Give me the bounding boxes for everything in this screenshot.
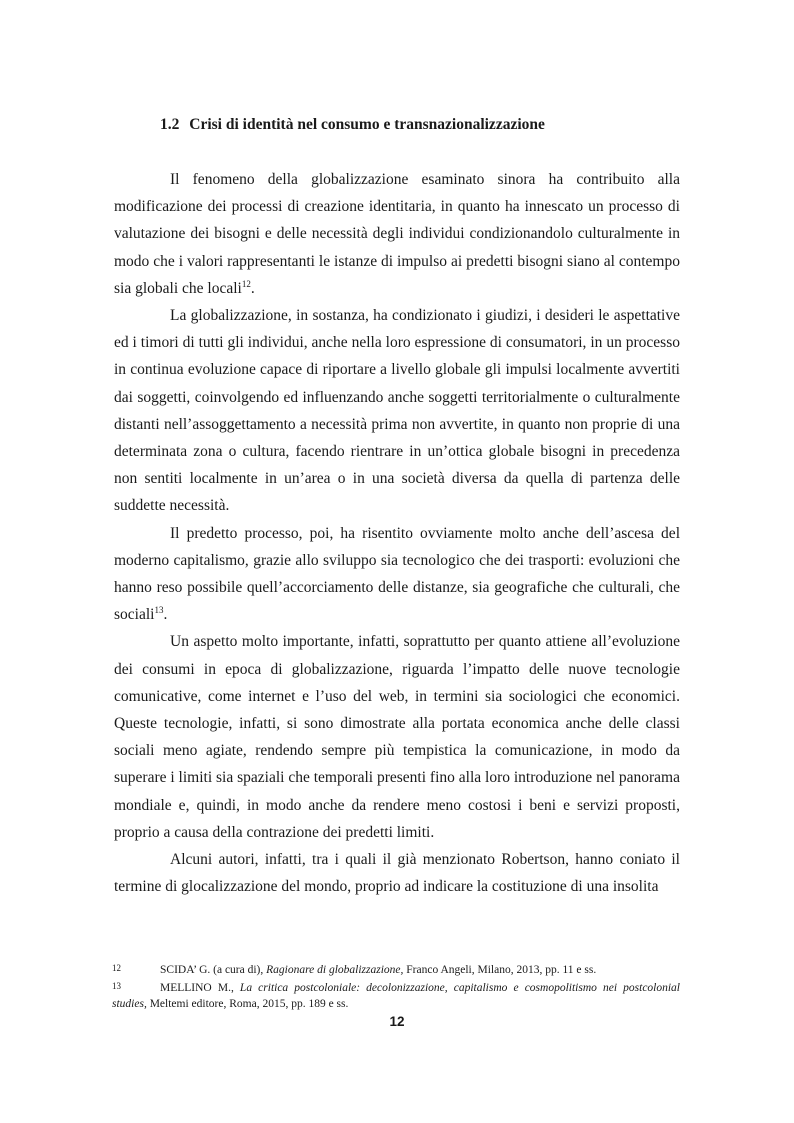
section-title: Crisi di identità nel consumo e transnazionalizzazione (189, 116, 545, 133)
section-heading (160, 116, 700, 134)
body-text (114, 166, 680, 900)
page-number: 12 (389, 1014, 405, 1029)
paragraph: Alcuni autori, infatti, tra i quali il già menzionato Robertson, hanno coniato il termine di glocalizzazione del mondo, proprio ad indicare la costituzione di una insolita (114, 851, 680, 896)
section-number: 1.2 (160, 116, 180, 133)
paragraph: La globalizzazione, in sostanza, ha condizionato i giudizi, i desideri le aspettative ed i timori di tutti gli individui, anche nella loro espressione di consumatori, in un processo in continua evoluzione capace di riportare a livello globale gli impulsi localmente avvertiti dai soggetti, coinvolgendo ed influenzando anche soggetti territorialmente o culturalmente distanti nell’assoggettamento a necessità prima non avvertite, in quanto non proprie di una determinata zona o cultura, facendo rientrare in un’ottica globale bisogni in precedenza non sentiti localmente in un’area o in una società diversa da quella di partenza delle suddette necessità. (114, 307, 680, 515)
footnote-ref[interactable]: 13 (154, 605, 164, 616)
paragraph: Il fenomeno della globalizzazione esaminato sinora ha contribuito alla modificazione dei processi di creazione identitaria, in quanto ha innescato un processo di valutazione dei bisogni e delle necessità degli individui condizionandolo culturalmente in modo che i valori rappresentanti le istanze di impulso ai predetti bisogni siano al contempo sia globali che locali$^{12}$. (114, 171, 680, 297)
footnotes (112, 960, 680, 1012)
footnote: 12 SCIDA’ G. (a cura di), Ragionare di globalizzazione, Franco Angeli, Milano, 2013, pp. 11 e ss. (112, 960, 680, 978)
paragraph: Un aspetto molto importante, infatti, soprattutto per quanto attiene all’evoluzione dei consumi in epoca di globalizzazione, riguarda l’impatto delle nuove tecnologie comunicative, come internet e l’uso del web, in termini sia sociologici che economici. Queste tecnologie, infatti, si sono dimostrate alla portata economica anche delle classi sociali meno agiate, rendendo sempre più tempistica la comunicazione, in modo da superare i limiti sia spaziali che temporali presenti fino alla loro introduzione nel panorama mondiale e, quindi, in modo anche da rendere meno costosi i beni e servizi proposti, proprio a causa della contrazione dei predetti limiti. (114, 633, 680, 841)
footnote: 13 MELLINO M., La critica postcoloniale: decolonizzazione, capitalismo e cosmopolitismo nei postcolonial studies, Meltemi editore, Roma, 2015, pp. 189 e ss. (112, 978, 680, 1012)
footnote-ref[interactable]: 12 (241, 278, 251, 289)
footnote-mark: 13 (112, 981, 121, 991)
footnote-mark: 12 (112, 963, 121, 973)
paragraph: Il predetto processo, poi, ha risentito ovviamente molto anche dell’ascesa del moderno capitalismo, grazie allo sviluppo sia tecnologico che dei trasporti: evoluzioni che hanno reso possibile quell’accorciamento delle distanze, sia geografiche che culturali, che sociali$^{13}$. (114, 524, 680, 624)
